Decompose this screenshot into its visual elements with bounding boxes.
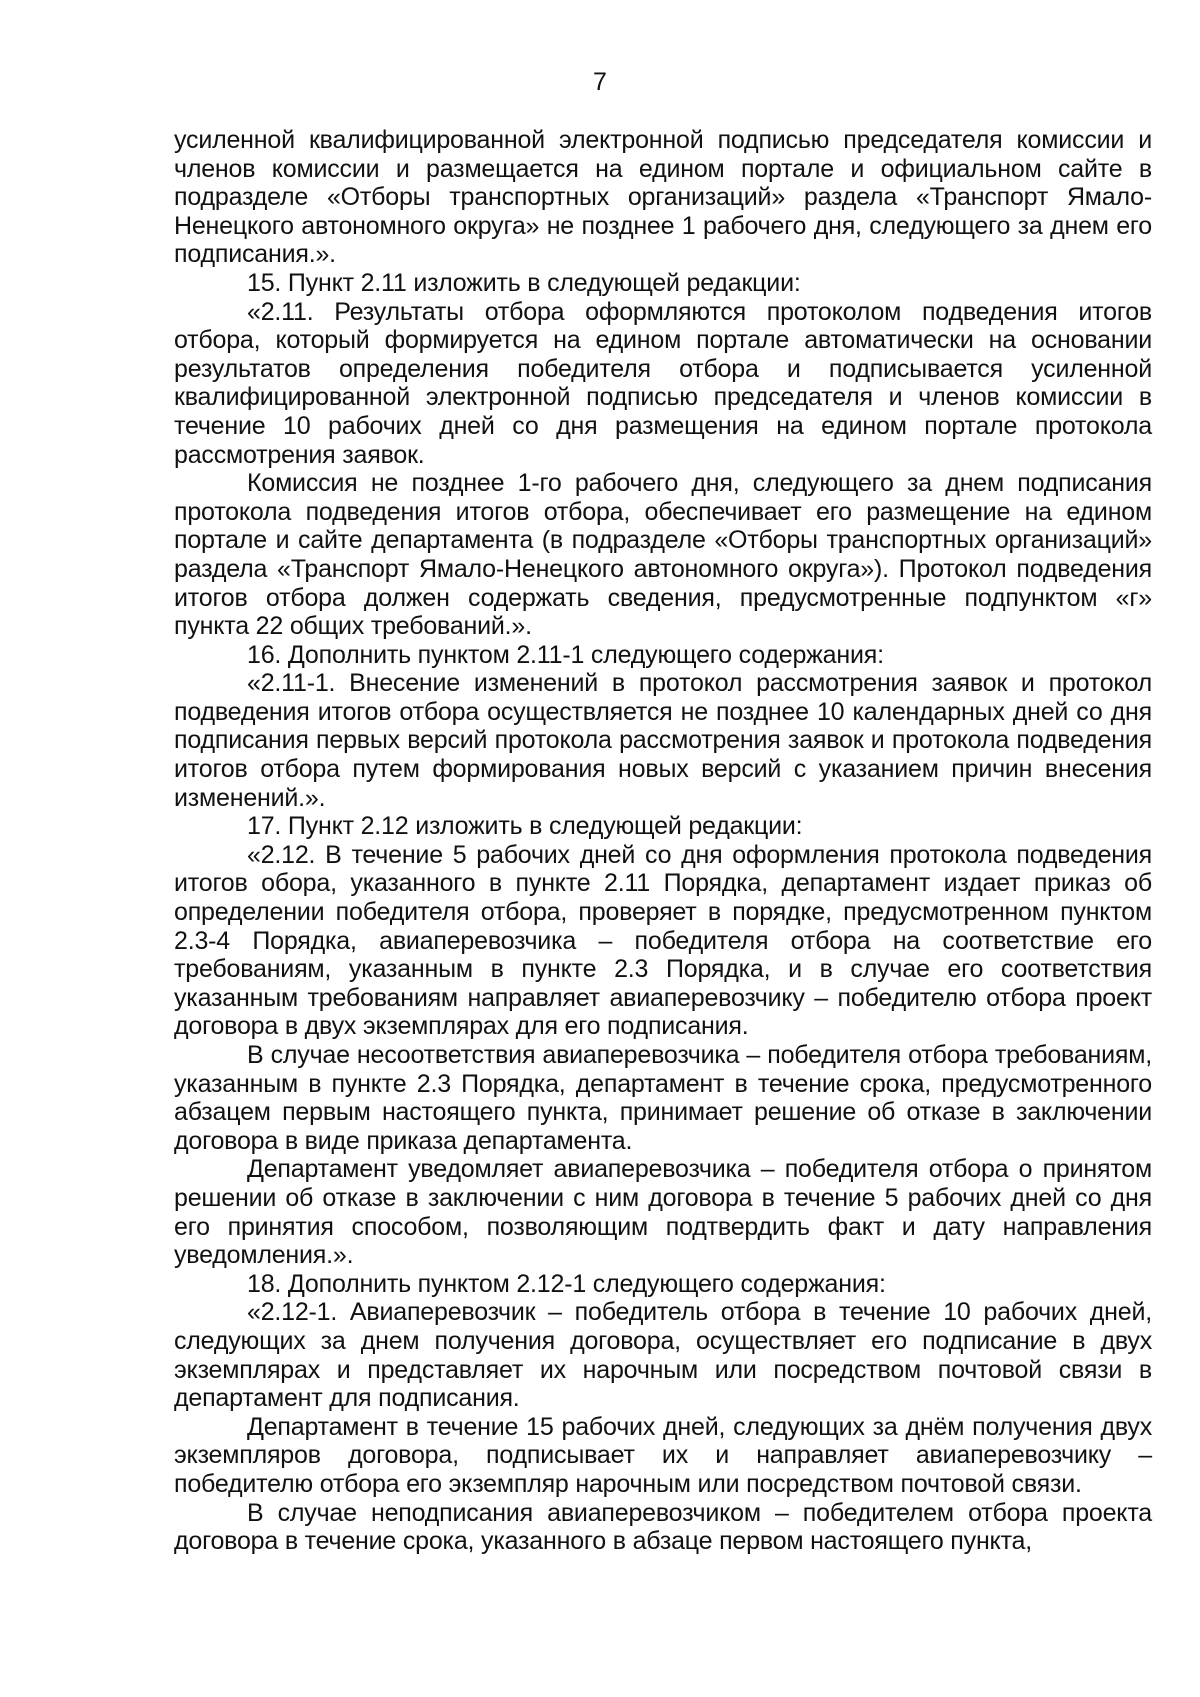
- page-number: 7: [593, 68, 607, 96]
- paragraph-2: 15. Пункт 2.11 изложить в следующей редакции:: [247, 268, 801, 297]
- paragraph-9: В случае несоответствия авиаперевозчика – победителя отбора требованиям, указанным в пункте 2.3 Порядка, департамент в течение срока, предусмотренного абзацем первым настоящего пункта, принимает решение об отказе в заключении договора в виде приказа департамента.: [174, 1041, 1152, 1155]
- paragraph-12: «2.12-1. Авиаперевозчик – победитель отбора в течение 10 рабочих дней, следующих за днем получения договора, осуществляет его подписание в двух экземплярах и представляет их нарочным или посредством почтовой связи в департамент для подписания.: [174, 1298, 1152, 1413]
- paragraph-4: Комиссия не позднее 1-го рабочего дня, следующего за днем подписания протокола подведения итогов отбора, обеспечивает его размещение на едином портале и сайте департамента (в подразделе «Отборы транспортных организаций» раздела «Транспорт Ямало-Ненецкого автономного округа»). Протокол подведения итогов отбора должен содержать сведения, предусмотренные подпунктом «г» пункта 22 общих требований.».: [174, 469, 1152, 641]
- paragraph-1: усиленной квалифицированной электронной подписью председателя комиссии и членов комиссии и размещается на едином портале и официальном сайте в подразделе «Отборы транспортных организаций» раздела «Транспорт Ямало-Ненецкого автономного округа» не позднее 1 рабочего дня, следующего за днем его подписания.».: [174, 126, 1152, 269]
- document-body: [174, 126, 1152, 1556]
- paragraph-7: 17. Пункт 2.12 изложить в следующей редакции:: [247, 812, 803, 841]
- paragraph-14: В случае неподписания авиаперевозчиком – победителем отбора проекта договора в течение срока, указанного в абзаце первом настоящего пункта,: [174, 1498, 1152, 1556]
- paragraph-6: «2.11-1. Внесение изменений в протокол рассмотрения заявок и протокол подведения итогов отбора осуществляется не позднее 10 календарных дней со дня подписания первых версий протокола рассмотрения заявок и протокола подведения итогов отбора путем формирования новых версий с указанием причин внесения изменений.».: [174, 669, 1152, 812]
- paragraph-11: 18. Дополнить пунктом 2.12-1 следующего содержания:: [247, 1269, 886, 1298]
- paragraph-13: Департамент в течение 15 рабочих дней, следующих за днём получения двух экземпляров договора, подписывает их и направляет авиаперевозчику – победителю отбора его экземпляр нарочным или посредством почтовой связи.: [174, 1412, 1152, 1498]
- paragraph-10: Департамент уведомляет авиаперевозчика – победителя отбора о принятом решении об отказе в заключении с ним договора в течение 5 рабочих дней со дня его принятия способом, позволяющим подтвердить факт и дату направления уведомления.».: [174, 1155, 1152, 1270]
- paragraph-3: «2.11. Результаты отбора оформляются протоколом подведения итогов отбора, который формируется на едином портале автоматически на основании результатов определения победителя отбора и подписывается усиленной квалифицированной электронной подписью председателя и членов комиссии в течение 10 рабочих дней со дня размещения на едином портале протокола рассмотрения заявок.: [174, 297, 1152, 469]
- paragraph-5: 16. Дополнить пунктом 2.11-1 следующего содержания:: [247, 640, 884, 669]
- paragraph-8: «2.12. В течение 5 рабочих дней со дня оформления протокола подведения итогов обора, указанного в пункте 2.11 Порядка, департамент издает приказ об определении победителя отбора, проверяет в порядке, предусмотренном пунктом 2.3-4 Порядка, авиаперевозчика – победителя отбора на соответствие его требованиям, указанным в пункте 2.3 Порядка, и в случае его соответствия указанным требованиям направляет авиаперевозчику – победителю отбора проект договора в двух экземплярах для его подписания.: [174, 840, 1152, 1041]
